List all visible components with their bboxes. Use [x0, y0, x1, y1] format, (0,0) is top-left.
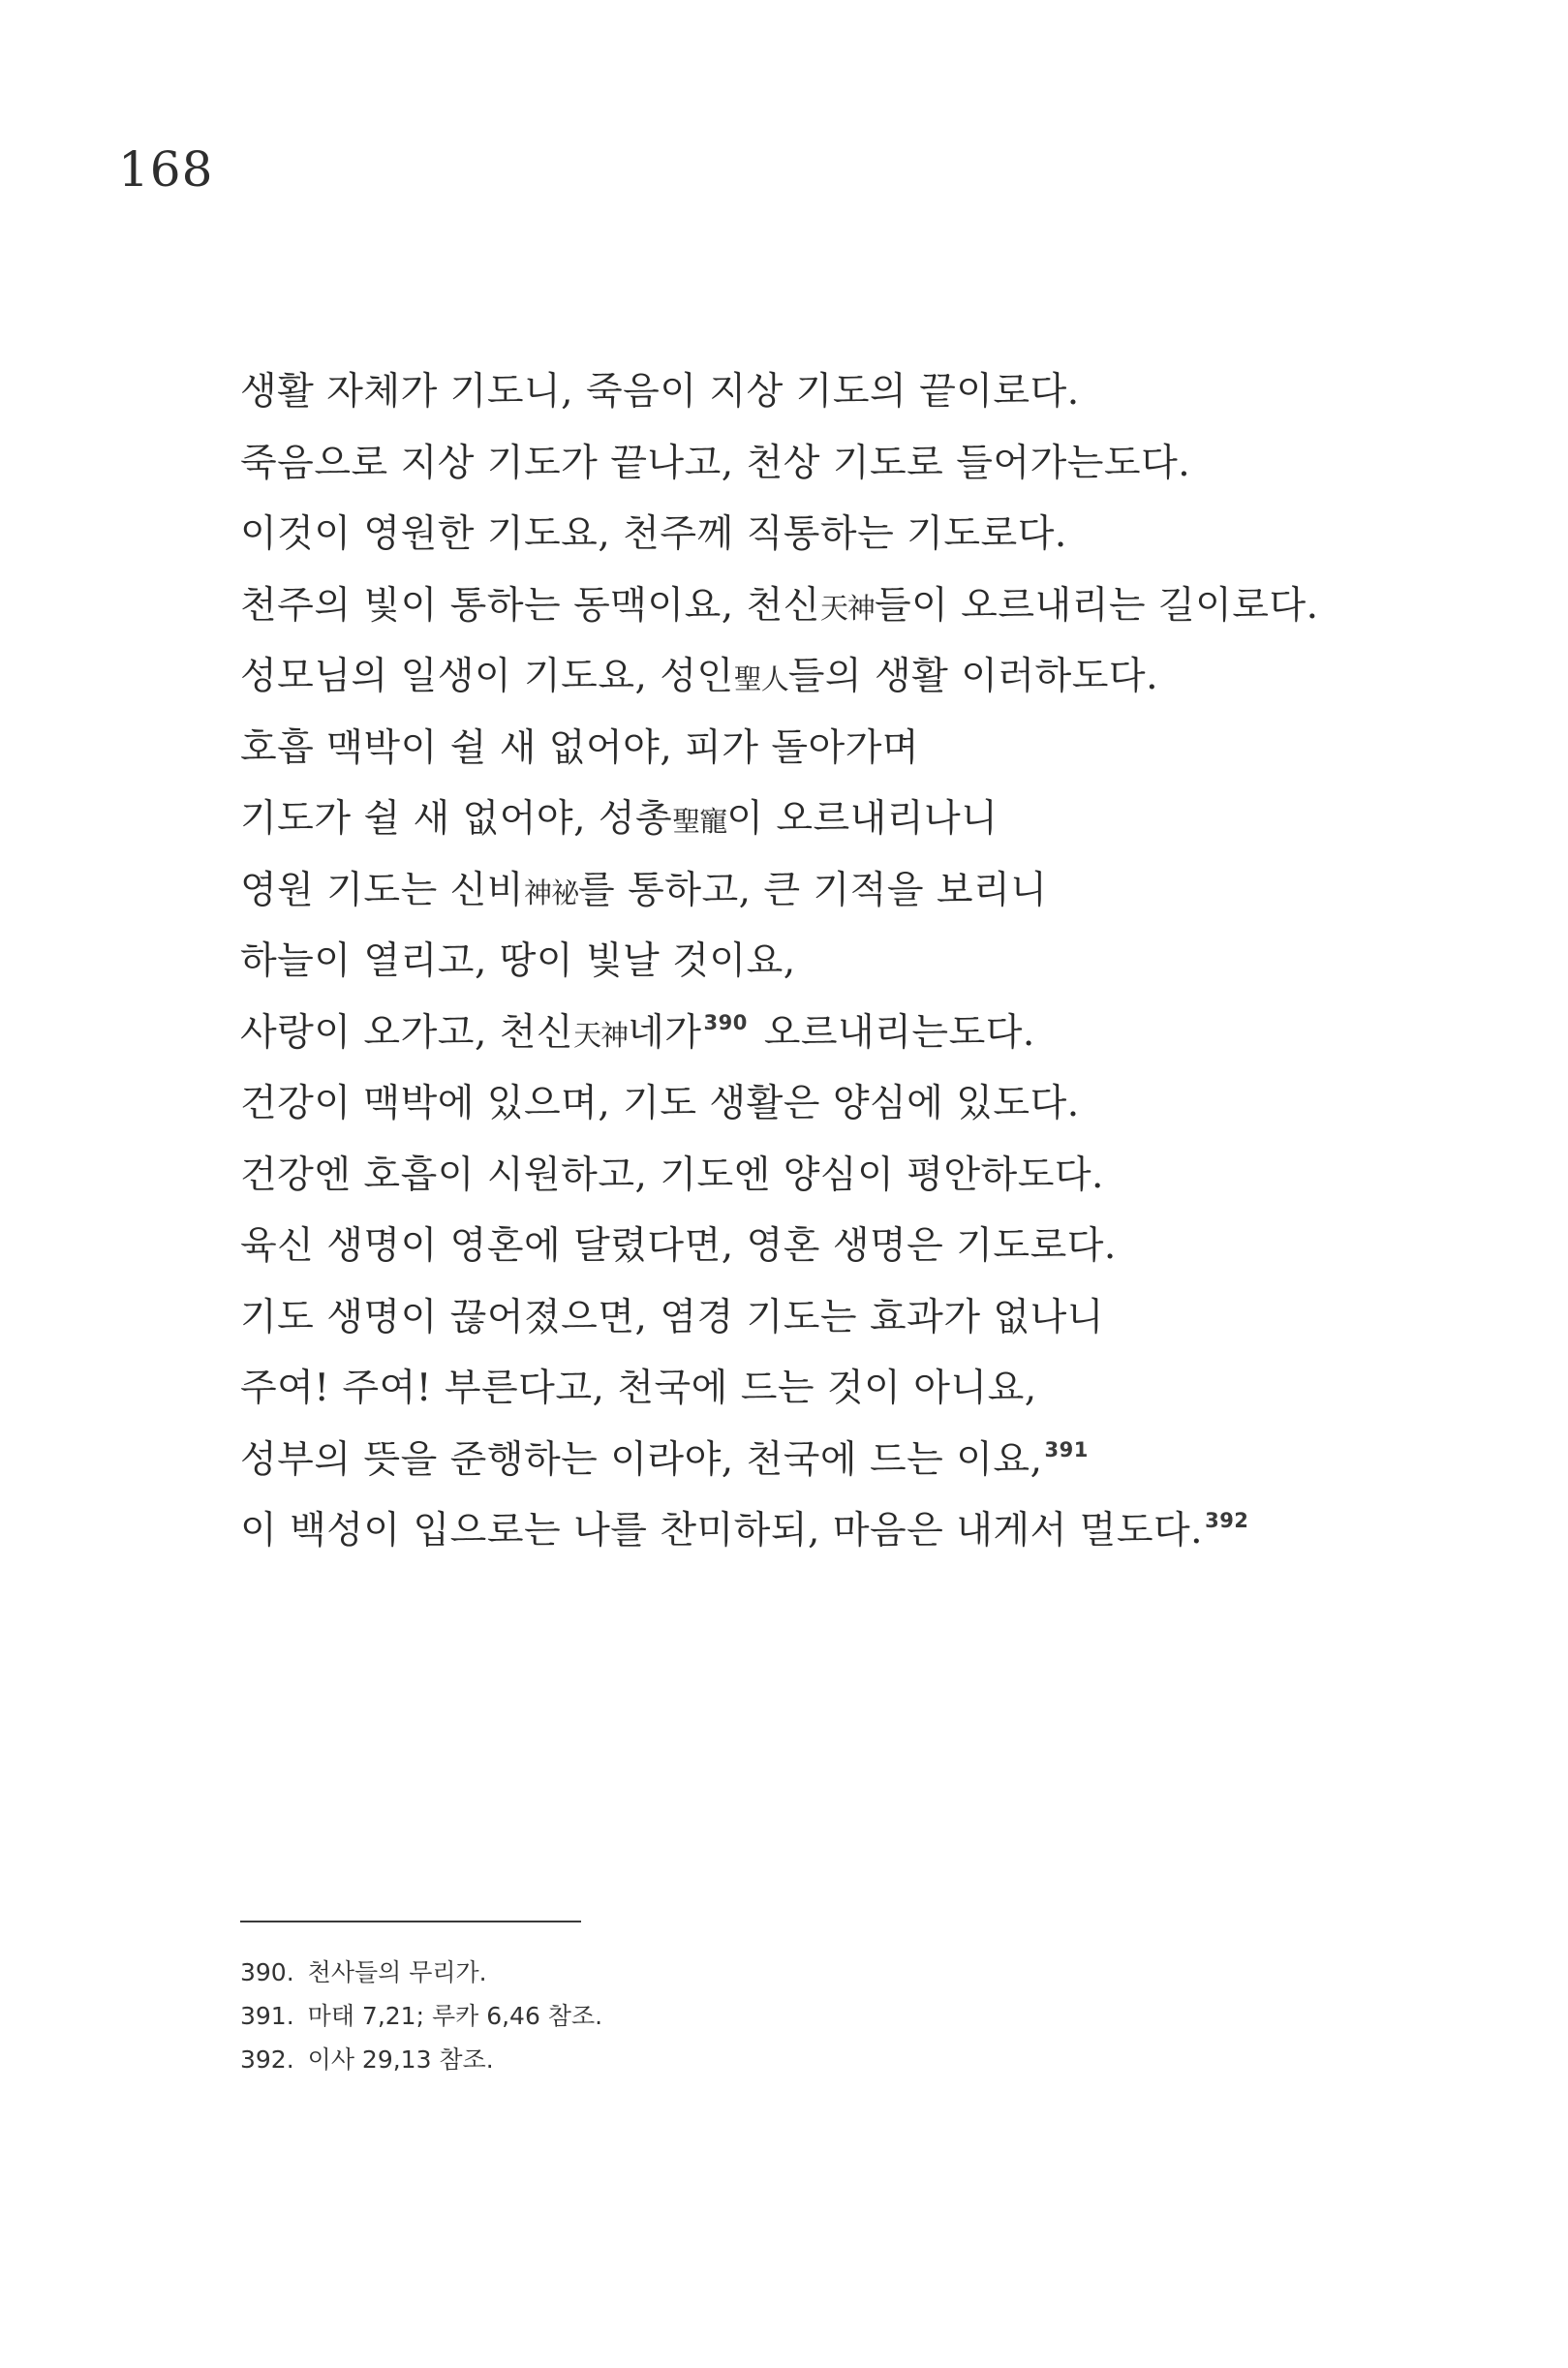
poem-line	[240, 855, 1451, 927]
footnote-text: 천사들의 무리가.	[307, 1958, 487, 1986]
poem-text: 이 오르내리나니	[726, 797, 999, 841]
poem-text: 영원 기도는 신비	[240, 868, 525, 912]
poem-line	[240, 784, 1451, 855]
poem-text: 천주의 빛이 통하는 동맥이요, 천신	[240, 583, 820, 628]
poem-text: 주여! 주여! 부른다고, 천국에 드는 것이 아니요,	[240, 1367, 1037, 1410]
poem-text: 기도가 쉴 새 없어야, 성총	[240, 797, 673, 841]
poem-text: 네가	[628, 1010, 702, 1055]
poem-line	[240, 356, 1451, 428]
hanja-annotation: 天神	[573, 1018, 629, 1052]
poem-text: 기도 생명이 끊어졌으면, 염경 기도는 효과가 없나니	[240, 1295, 1104, 1339]
footnote-text: 이사 29,13 참조.	[307, 2045, 494, 2074]
poem-text: 들의 생활 이러하도다.	[787, 655, 1158, 698]
poem-text: 하늘이 열리고, 땅이 빛날 것이요,	[240, 939, 796, 983]
hanja-annotation: 天神	[819, 591, 875, 625]
poem-body	[240, 356, 1451, 1567]
poem-line	[240, 1425, 1451, 1496]
footnotes	[240, 1951, 602, 2081]
footnote-reference: 392	[1205, 1509, 1249, 1532]
footnote-item	[240, 1994, 602, 2038]
footnote-reference: 390	[703, 1010, 748, 1034]
poem-line	[240, 1140, 1451, 1212]
poem-line	[240, 1495, 1451, 1567]
poem-line	[240, 713, 1451, 784]
poem-text: 육신 생명이 영혼에 달렸다면, 영혼 생명은 기도로다.	[240, 1224, 1117, 1268]
poem-text: 이것이 영원한 기도요, 천주께 직통하는 기도로다.	[240, 512, 1067, 556]
footnote-item	[240, 1951, 602, 1994]
footnote-reference: 391	[1044, 1437, 1089, 1461]
poem-text: 건강엔 호흡이 시원하고, 기도엔 양심이 평안하도다.	[240, 1153, 1104, 1197]
poem-line	[240, 428, 1451, 500]
poem-text: 생활 자체가 기도니, 죽음이 지상 기도의 끝이로다.	[240, 370, 1080, 414]
poem-text: 건강이 맥박에 있으며, 기도 생활은 양심에 있도다.	[240, 1082, 1080, 1125]
poem-line	[240, 641, 1451, 713]
poem-line	[240, 926, 1451, 998]
poem-text: 호흡 맥박이 쉴 새 없어야, 피가 돌아가며	[240, 725, 920, 770]
footnote-divider	[240, 1921, 581, 1922]
footnote-text: 마태 7,21; 루카 6,46 참조.	[307, 2002, 603, 2030]
poem-line	[240, 499, 1451, 570]
poem-text: 성부의 뜻을 준행하는 이라야, 천국에 드는 이요,	[240, 1437, 1043, 1482]
poem-text: 오르내리는도다.	[751, 1010, 1035, 1055]
page-number: 168	[118, 141, 214, 198]
poem-line	[240, 1282, 1451, 1354]
hanja-annotation: 神祕	[524, 876, 579, 909]
poem-text: 이 백성이 입으로는 나를 찬미하되, 마음은 내게서 멀도다.	[240, 1509, 1204, 1553]
poem-line	[240, 1068, 1451, 1140]
poem-line	[240, 998, 1451, 1069]
poem-text: 를 통하고, 큰 기적을 보리니	[578, 868, 1048, 912]
footnote-number: 390.	[240, 1958, 294, 1986]
poem-line	[240, 1211, 1451, 1282]
poem-text: 성모님의 일생이 기도요, 성인	[240, 655, 734, 698]
footnote-item	[240, 2038, 602, 2081]
poem-text: 들이 오르내리는 길이로다.	[874, 583, 1319, 628]
poem-line	[240, 570, 1451, 642]
footnote-number: 392.	[240, 2045, 294, 2074]
hanja-annotation: 聖人	[733, 662, 788, 695]
poem-line	[240, 1353, 1451, 1425]
poem-text: 사랑이 오가고, 천신	[240, 1010, 574, 1055]
footnote-number: 391.	[240, 2002, 294, 2030]
hanja-annotation: 聖寵	[672, 805, 727, 838]
poem-text: 죽음으로 지상 기도가 끝나고, 천상 기도로 들어가는도다.	[240, 441, 1191, 485]
